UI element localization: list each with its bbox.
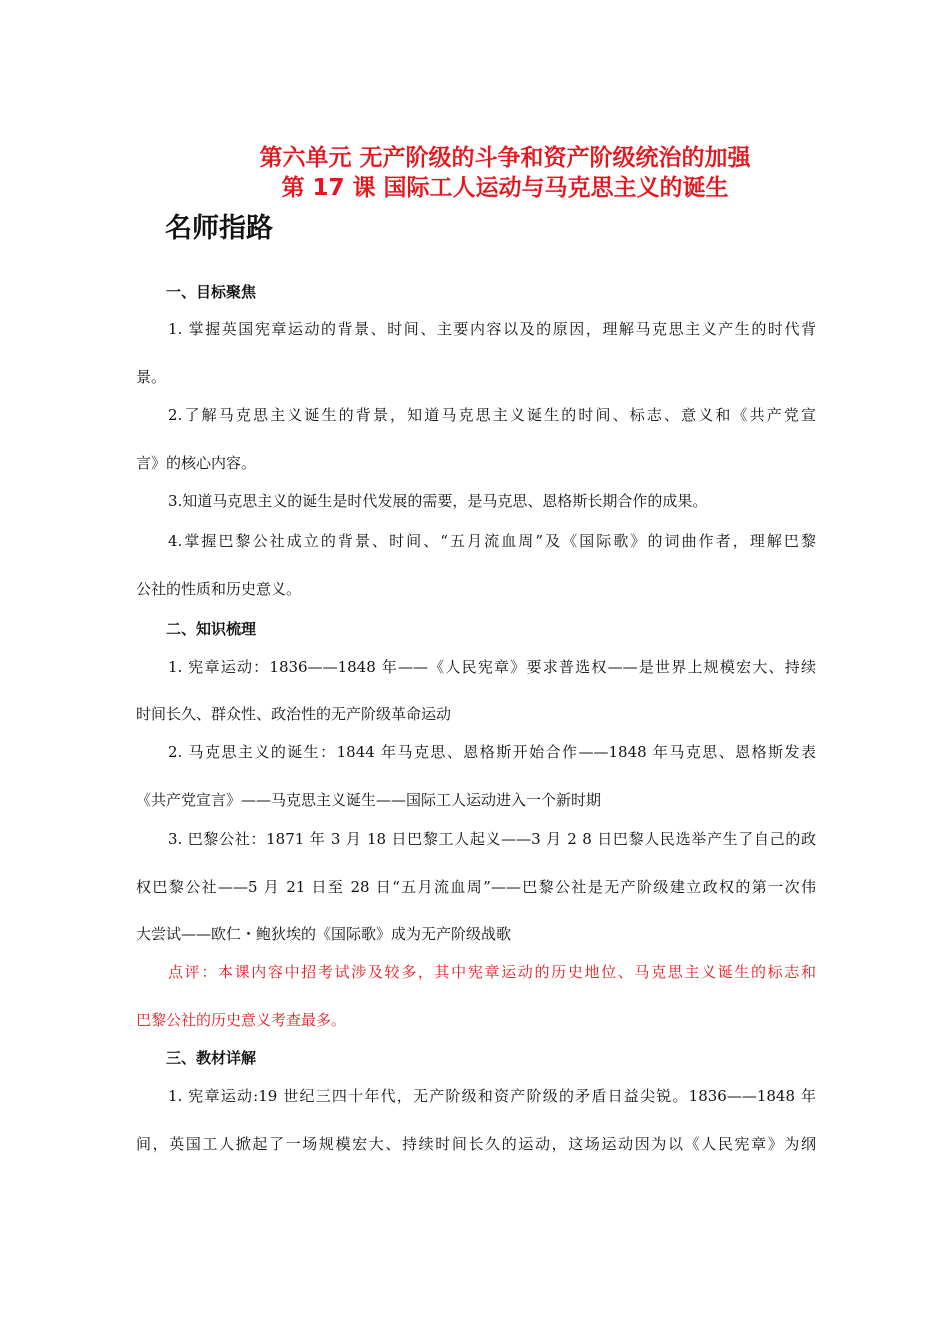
goal-3: 3.知道马克思主义的诞生是时代发展的需要，是马克思、恩格斯长期合作的成果。 xyxy=(168,492,708,510)
comment-line-1: 点评：本课内容中招考试涉及较多，其中宪章运动的历史地位、马克思主义诞生的标志和 xyxy=(168,963,816,981)
lesson-title: 第 17 课 国际工人运动与马克思主义的诞生 xyxy=(281,175,729,201)
knowledge-3-line-1: 3. 巴黎公社：1871 年 3 月 18 日巴黎工人起义——3 月 2 8 日巴黎人民选举产生了自己的政 xyxy=(168,830,816,848)
heading-goals: 一、目标聚焦 xyxy=(166,283,257,301)
knowledge-3-line-2: 权巴黎公社——5 月 21 日至 28 日“五月流血周”——巴黎公社是无产阶级建立政权的第一次伟 xyxy=(136,878,816,896)
unit-title: 第六单元 无产阶级的斗争和资产阶级统治的加强 xyxy=(259,145,751,171)
knowledge-3-line-3: 大尝试——欧仁・鲍狄埃的《国际歌》成为无产阶级战歌 xyxy=(136,925,512,943)
knowledge-2-line-2: 《共产党宣言》——马克思主义诞生——国际工人运动进入一个新时期 xyxy=(136,791,602,809)
textbook-1-line-2: 间，英国工人掀起了一场规模宏大、持续时间长久的运动，这场运动因为以《人民宪章》为纲 xyxy=(136,1135,816,1153)
knowledge-2-line-1: 2. 马克思主义的诞生：1844 年马克思、恩格斯开始合作——1848 年马克思、恩格斯发表 xyxy=(168,743,816,761)
goal-1-line-1: 1. 掌握英国宪章运动的背景、时间、主要内容以及的原因，理解马克思主义产生的时代背 xyxy=(168,320,816,338)
heading-knowledge: 二、知识梳理 xyxy=(166,620,257,638)
goal-1-line-2: 景。 xyxy=(136,368,167,386)
goal-4-line-2: 公社的性质和历史意义。 xyxy=(136,580,302,598)
heading-textbook: 三、教材详解 xyxy=(166,1049,257,1067)
knowledge-1-line-2: 时间长久、群众性、政治性的无产阶级革命运动 xyxy=(136,705,452,723)
comment-line-2: 巴黎公社的历史意义考查最多。 xyxy=(136,1011,347,1029)
goal-4-line-1: 4.掌握巴黎公社成立的背景、时间、“五月流血周”及《国际歌》的词曲作者，理解巴黎 xyxy=(168,532,816,550)
section-title: 名师指路 xyxy=(165,213,273,244)
goal-2-line-1: 2.了解马克思主义诞生的背景，知道马克思主义诞生的时间、标志、意义和《共产党宣 xyxy=(168,406,816,424)
goal-2-line-2: 言》的核心内容。 xyxy=(136,454,257,472)
textbook-1-line-1: 1. 宪章运动:19 世纪三四十年代，无产阶级和资产阶级的矛盾日益尖锐。1836——1848 年 xyxy=(168,1087,816,1105)
knowledge-1-line-1: 1. 宪章运动：1836——1848 年——《人民宪章》要求普选权——是世界上规模宏大、持续 xyxy=(168,658,816,676)
